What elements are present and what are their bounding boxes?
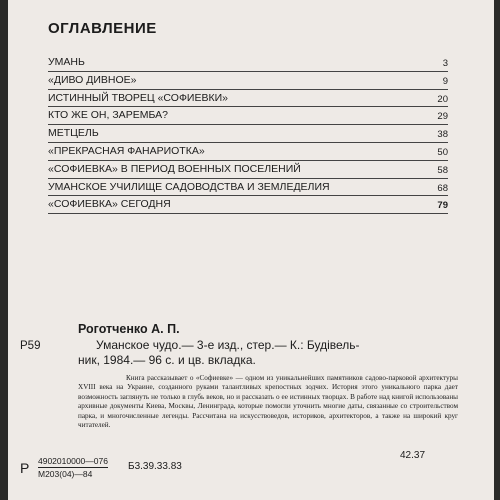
toc-item-page: 58 [437,164,448,176]
toc-item [48,143,448,161]
card-abstract [78,374,458,430]
card-index-bottom: М203(04)—84 [38,469,93,479]
toc-item-title: КТО ЖЕ ОН, ЗАРЕМБА? [48,109,168,122]
toc-item [48,90,448,108]
toc-item-page: 20 [437,93,448,105]
toc-item-page: 50 [437,146,448,158]
card-abstract-text: Книга рассказывает о «Софиевке» — одном из уникальнейших памятников садово-парковой архитектуры XVIII века на Украине, созданного руками талантливых крепостных зодчих. История этого уникального парка дает возможность заглянуть не только в глубь веков, но и рассказать о ее истинных творцах. В работе над книгой использованы архивные документы Киева, Москвы, Ленинграда, которые помогли уточнить многие даты, связанные со строительством парка, и многочисленные легенды. Рассчитана на искусствоведов, историков, архитекторов, а также на широкий круг читателей. [78,374,458,430]
toc-item-page: 9 [442,75,448,87]
toc-item-title: «СОФИЕВКА» СЕГОДНЯ [48,198,171,211]
book-page [8,0,494,500]
card-class-code: Р59 [20,340,41,352]
card-bbk: Б3.39.33.83 [128,461,182,472]
toc-item-page: 3 [442,58,448,69]
toc-item [48,72,448,90]
toc-item-title: МЕТЦЕЛЬ [48,127,99,140]
toc-item-title: УМАНЬ [48,56,85,68]
toc-item-page: 68 [437,182,448,194]
toc-list [48,54,448,214]
toc-item [48,161,448,179]
toc-item [48,196,448,214]
toc-item-title: УМАНСКОЕ УЧИЛИЩЕ САДОВОДСТВА И ЗЕМЛЕДЕЛИЯ [48,180,330,193]
card-index-top: 4902010000—076 [38,456,108,466]
toc-item-title: «СОФИЕВКА» В ПЕРИОД ВОЕННЫХ ПОСЕЛЕНИЙ [48,162,301,175]
card-bibliographic-description [78,338,448,368]
card-index-letter: Р [20,460,30,476]
catalog-card [8,318,494,500]
toc-item-page: 29 [437,111,448,123]
toc-item [48,107,448,125]
toc-item-page: 79 [437,200,448,212]
toc-item-page: 38 [437,129,448,141]
toc-item [48,54,448,72]
toc-item-title: «ПРЕКРАСНАЯ ФАНАРИОТКА» [48,144,205,157]
toc-title: ОГЛАВЛЕНИЕ [48,20,157,37]
card-bib-line: ник, 1984.— 96 с. и цв. вкладка. [78,353,256,367]
toc-item [48,125,448,143]
toc-item [48,179,448,197]
card-bib-line: Уманское чудо.— 3-е изд., стер.— К.: Будівель- [96,338,360,352]
card-price: 42.37 [400,450,426,461]
card-author: Роготченко А. П. [78,322,180,336]
toc-item-title: ИСТИННЫЙ ТВОРЕЦ «СОФИЕВКИ» [48,91,228,104]
toc-item-title: «ДИВО ДИВНОЕ» [48,73,137,86]
